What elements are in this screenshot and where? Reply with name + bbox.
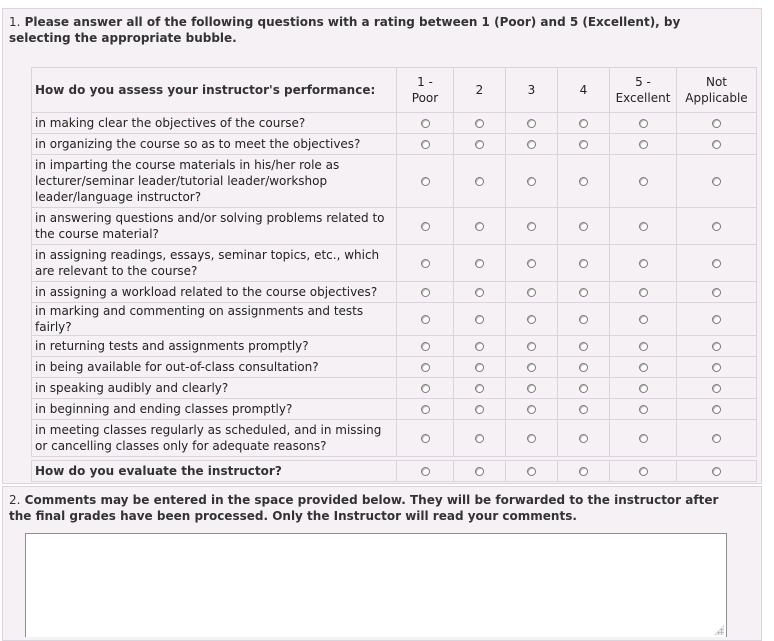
rating-cell — [454, 399, 506, 420]
overall-radio-option-4[interactable] — [579, 467, 588, 476]
rating-cell — [610, 399, 677, 420]
rating-cell — [506, 113, 558, 134]
question-2-heading — [9, 492, 744, 524]
rating-cell — [506, 399, 558, 420]
question-row-label: in returning tests and assignments promptly? — [32, 336, 397, 357]
radio-option-1[interactable] — [421, 363, 430, 372]
radio-option-1[interactable] — [421, 222, 430, 231]
rating-cell — [506, 134, 558, 155]
grid-question-header: How do you assess your instructor's performance: — [32, 68, 397, 113]
rating-cell — [506, 303, 558, 336]
radio-option-4[interactable] — [579, 363, 588, 372]
question-1-heading — [9, 14, 744, 46]
rating-grid-header-row — [32, 68, 757, 113]
rating-cell — [677, 155, 757, 208]
rating-cell — [506, 420, 558, 457]
rating-cell — [454, 461, 506, 482]
rating-cell — [506, 461, 558, 482]
rating-cell — [506, 245, 558, 282]
radio-option-2[interactable] — [475, 177, 484, 186]
radio-option-2[interactable] — [475, 405, 484, 414]
question-1-block — [2, 8, 762, 484]
radio-option-1[interactable] — [421, 259, 430, 268]
rating-cell — [397, 399, 454, 420]
option-header-na: Not Applicable — [677, 68, 757, 113]
rating-cell — [397, 357, 454, 378]
rating-cell — [677, 399, 757, 420]
radio-option-5[interactable] — [639, 177, 648, 186]
radio-option-5[interactable] — [639, 384, 648, 393]
radio-option-3[interactable] — [527, 140, 536, 149]
radio-option-3[interactable] — [527, 363, 536, 372]
rating-cell — [397, 461, 454, 482]
radio-option-na[interactable] — [712, 288, 721, 297]
radio-option-na[interactable] — [712, 177, 721, 186]
rating-cell — [397, 245, 454, 282]
radio-option-2[interactable] — [475, 140, 484, 149]
rating-cell — [610, 155, 677, 208]
radio-option-5[interactable] — [639, 405, 648, 414]
radio-option-na[interactable] — [712, 384, 721, 393]
rating-cell — [558, 336, 610, 357]
radio-option-na[interactable] — [712, 259, 721, 268]
radio-option-2[interactable] — [475, 119, 484, 128]
radio-option-5[interactable] — [639, 288, 648, 297]
rating-cell — [454, 208, 506, 245]
rating-cell — [506, 282, 558, 303]
radio-option-na[interactable] — [712, 434, 721, 443]
rating-cell — [677, 420, 757, 457]
rating-cell — [610, 282, 677, 303]
radio-option-2[interactable] — [475, 342, 484, 351]
question-row-label: in making clear the objectives of the course? — [32, 113, 397, 134]
radio-option-na[interactable] — [712, 363, 721, 372]
rating-cell — [506, 357, 558, 378]
table-row — [32, 399, 757, 420]
radio-option-3[interactable] — [527, 288, 536, 297]
rating-cell — [610, 420, 677, 457]
rating-cell — [397, 420, 454, 457]
rating-cell — [558, 155, 610, 208]
rating-cell — [397, 378, 454, 399]
question-row-label: in marking and commenting on assignments and tests fairly? — [32, 303, 397, 336]
rating-cell — [506, 336, 558, 357]
overall-evaluation-label: How do you evaluate the instructor? — [32, 461, 397, 482]
radio-option-2[interactable] — [475, 363, 484, 372]
rating-cell — [677, 134, 757, 155]
rating-cell — [506, 378, 558, 399]
radio-option-2[interactable] — [475, 288, 484, 297]
table-row — [32, 378, 757, 399]
question-row-label: in meeting classes regularly as scheduled, and in missing or cancelling classes only for adequate reasons? — [32, 420, 397, 457]
option-header-3: 3 — [506, 68, 558, 113]
option-header-1: 1 - Poor — [397, 68, 454, 113]
option-header-4: 4 — [558, 68, 610, 113]
table-row — [32, 155, 757, 208]
table-row — [32, 113, 757, 134]
rating-cell — [610, 303, 677, 336]
radio-option-5[interactable] — [639, 259, 648, 268]
rating-grid — [31, 67, 757, 457]
radio-option-4[interactable] — [579, 384, 588, 393]
question-1-text: Please answer all of the following questions with a rating between 1 (Poor) and 5 (Excellent), by selecting the appropriate bubble. — [9, 15, 681, 45]
rating-cell — [397, 282, 454, 303]
radio-option-na[interactable] — [712, 405, 721, 414]
radio-option-1[interactable] — [421, 177, 430, 186]
radio-option-1[interactable] — [421, 434, 430, 443]
rating-cell — [454, 336, 506, 357]
rating-cell — [677, 208, 757, 245]
radio-option-5[interactable] — [639, 315, 648, 324]
rating-cell — [454, 113, 506, 134]
radio-option-2[interactable] — [475, 384, 484, 393]
rating-cell — [397, 208, 454, 245]
radio-option-4[interactable] — [579, 140, 588, 149]
comments-textarea[interactable] — [25, 533, 727, 637]
question-row-label: in assigning a workload related to the course objectives? — [32, 282, 397, 303]
rating-cell — [558, 461, 610, 482]
rating-cell — [454, 420, 506, 457]
radio-option-2[interactable] — [475, 434, 484, 443]
radio-option-4[interactable] — [579, 222, 588, 231]
rating-cell — [397, 155, 454, 208]
rating-cell — [677, 357, 757, 378]
radio-option-na[interactable] — [712, 342, 721, 351]
radio-option-2[interactable] — [475, 259, 484, 268]
radio-option-3[interactable] — [527, 434, 536, 443]
radio-option-na[interactable] — [712, 315, 721, 324]
question-row-label: in speaking audibly and clearly? — [32, 378, 397, 399]
question-row-label: in assigning readings, essays, seminar topics, etc., which are relevant to the course? — [32, 245, 397, 282]
radio-option-5[interactable] — [639, 342, 648, 351]
question-row-label: in beginning and ending classes promptly? — [32, 399, 397, 420]
rating-cell — [454, 282, 506, 303]
rating-cell — [558, 113, 610, 134]
rating-cell — [558, 378, 610, 399]
radio-option-3[interactable] — [527, 259, 536, 268]
rating-cell — [558, 208, 610, 245]
overall-radio-option-2[interactable] — [475, 467, 484, 476]
overall-radio-option-1[interactable] — [421, 467, 430, 476]
radio-option-1[interactable] — [421, 384, 430, 393]
overall-evaluation-row — [31, 460, 757, 482]
radio-option-5[interactable] — [639, 140, 648, 149]
table-row — [32, 134, 757, 155]
question-row-label: in organizing the course so as to meet the objectives? — [32, 134, 397, 155]
table-row — [32, 303, 757, 336]
question-2-number: 2. — [9, 493, 21, 507]
rating-cell — [677, 282, 757, 303]
rating-cell — [454, 134, 506, 155]
radio-option-3[interactable] — [527, 315, 536, 324]
resize-grip-icon[interactable] — [714, 625, 724, 635]
radio-option-3[interactable] — [527, 177, 536, 186]
table-row — [32, 336, 757, 357]
radio-option-5[interactable] — [639, 363, 648, 372]
question-1-number: 1. — [9, 15, 21, 29]
rating-cell — [397, 113, 454, 134]
rating-cell — [677, 378, 757, 399]
question-2-text: Comments may be entered in the space provided below. They will be forwarded to the instructor after the final grades have been processed. Only the Instructor will read your comments. — [9, 493, 719, 523]
table-row — [32, 245, 757, 282]
radio-option-1[interactable] — [421, 140, 430, 149]
radio-option-5[interactable] — [639, 434, 648, 443]
radio-option-1[interactable] — [421, 342, 430, 351]
rating-cell — [558, 282, 610, 303]
rating-cell — [610, 357, 677, 378]
option-header-5: 5 - Excellent — [610, 68, 677, 113]
question-row-label: in being available for out-of-class consultation? — [32, 357, 397, 378]
radio-option-4[interactable] — [579, 405, 588, 414]
rating-cell — [397, 336, 454, 357]
rating-cell — [677, 336, 757, 357]
rating-cell — [558, 134, 610, 155]
radio-option-1[interactable] — [421, 288, 430, 297]
rating-cell — [610, 134, 677, 155]
rating-cell — [677, 303, 757, 336]
rating-cell — [677, 461, 757, 482]
rating-cell — [454, 245, 506, 282]
rating-cell — [610, 245, 677, 282]
radio-option-3[interactable] — [527, 342, 536, 351]
overall-radio-option-na[interactable] — [712, 467, 721, 476]
rating-cell — [610, 461, 677, 482]
rating-cell — [677, 245, 757, 282]
rating-cell — [558, 303, 610, 336]
rating-cell — [558, 245, 610, 282]
rating-cell — [558, 357, 610, 378]
question-row-label: in answering questions and/or solving problems related to the course material? — [32, 208, 397, 245]
rating-cell — [454, 303, 506, 336]
rating-cell — [610, 378, 677, 399]
radio-option-4[interactable] — [579, 259, 588, 268]
radio-option-na[interactable] — [712, 119, 721, 128]
overall-radio-option-3[interactable] — [527, 467, 536, 476]
radio-option-3[interactable] — [527, 405, 536, 414]
radio-option-4[interactable] — [579, 177, 588, 186]
rating-cell — [506, 208, 558, 245]
question-row-label: in imparting the course materials in his/her role as lecturer/seminar leader/tutorial leader/workshop leader/language instructor? — [32, 155, 397, 208]
table-row — [32, 282, 757, 303]
radio-option-5[interactable] — [639, 119, 648, 128]
radio-option-3[interactable] — [527, 119, 536, 128]
rating-cell — [454, 378, 506, 399]
table-row — [32, 357, 757, 378]
rating-cell — [610, 208, 677, 245]
radio-option-4[interactable] — [579, 315, 588, 324]
radio-option-4[interactable] — [579, 119, 588, 128]
radio-option-na[interactable] — [712, 140, 721, 149]
radio-option-2[interactable] — [475, 315, 484, 324]
radio-option-4[interactable] — [579, 434, 588, 443]
radio-option-4[interactable] — [579, 288, 588, 297]
radio-option-3[interactable] — [527, 222, 536, 231]
rating-cell — [610, 113, 677, 134]
table-row — [32, 420, 757, 457]
radio-option-4[interactable] — [579, 342, 588, 351]
rating-cell — [610, 336, 677, 357]
option-header-2: 2 — [454, 68, 506, 113]
radio-option-na[interactable] — [712, 222, 721, 231]
question-2-block — [2, 486, 762, 641]
radio-option-1[interactable] — [421, 405, 430, 414]
overall-radio-option-5[interactable] — [639, 467, 648, 476]
radio-option-5[interactable] — [639, 222, 648, 231]
radio-option-1[interactable] — [421, 119, 430, 128]
rating-cell — [558, 399, 610, 420]
rating-cell — [454, 357, 506, 378]
rating-cell — [558, 420, 610, 457]
rating-cell — [397, 134, 454, 155]
table-row — [32, 208, 757, 245]
rating-cell — [397, 303, 454, 336]
rating-cell — [677, 113, 757, 134]
radio-option-1[interactable] — [421, 315, 430, 324]
rating-cell — [454, 155, 506, 208]
rating-cell — [506, 155, 558, 208]
radio-option-2[interactable] — [475, 222, 484, 231]
radio-option-3[interactable] — [527, 384, 536, 393]
